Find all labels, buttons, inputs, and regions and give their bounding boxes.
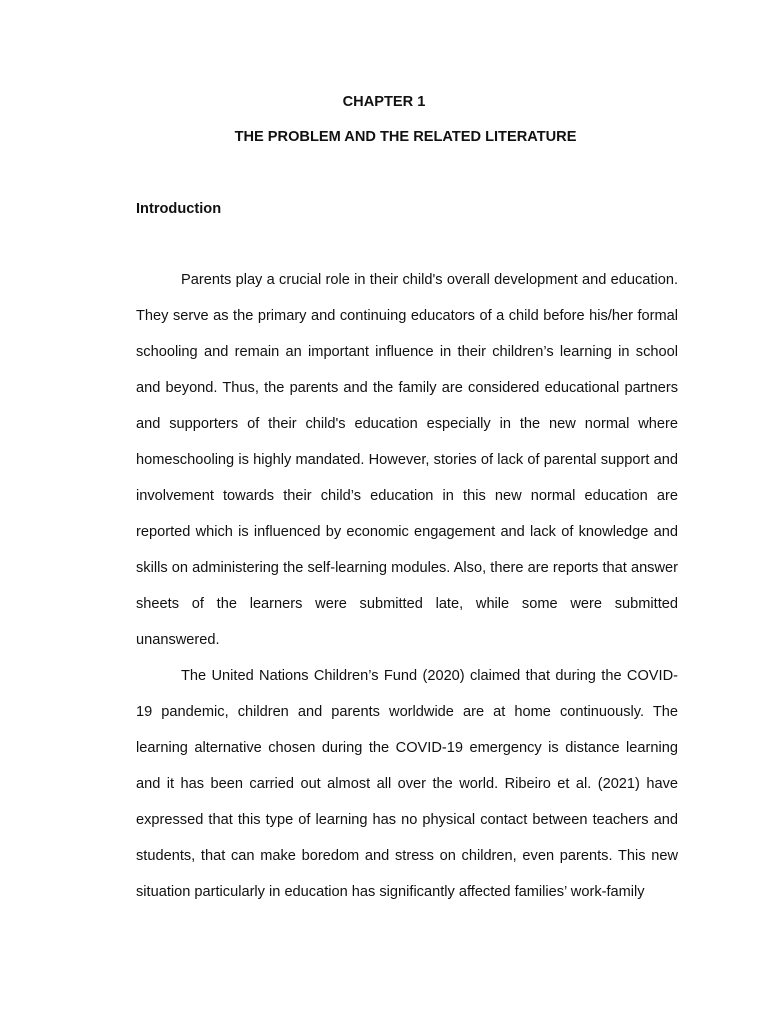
body-text [136,262,678,910]
chapter-title: THE PROBLEM AND THE RELATED LITERATURE [234,129,577,145]
chapter-number: CHAPTER 1 [342,94,426,110]
section-heading: Introduction [136,201,222,217]
paragraph: Parents play a crucial role in their child's overall development and education. They serve as the primary and continuing educators of a child before his/her formal schooling and remain an important influence in their children’s learning in school and beyond. Thus, the parents and the family are considered educational partners and supporters of their child's education especially in the new normal where homeschooling is highly mandated. However, stories of lack of parental support and involvement towards their child’s education in this new normal education are reported which is influenced by economic engagement and lack of knowledge and skills on administering the self-learning modules. Also, there are reports that answer sheets of the learners were submitted late, while some were submitted unanswered. [136,272,678,648]
paragraph: The United Nations Children’s Fund (2020) claimed that during the COVID-19 pandemic, children and parents worldwide are at home continuously. The learning alternative chosen during the COVID-19 emergency is distance learning and it has been carried out almost all over the world. Ribeiro et al. (2021) have expressed that this type of learning has no physical contact between teachers and students, that can make boredom and stress on children, even parents. This new situation particularly in education has significantly affected families’ work-family [136,668,678,900]
